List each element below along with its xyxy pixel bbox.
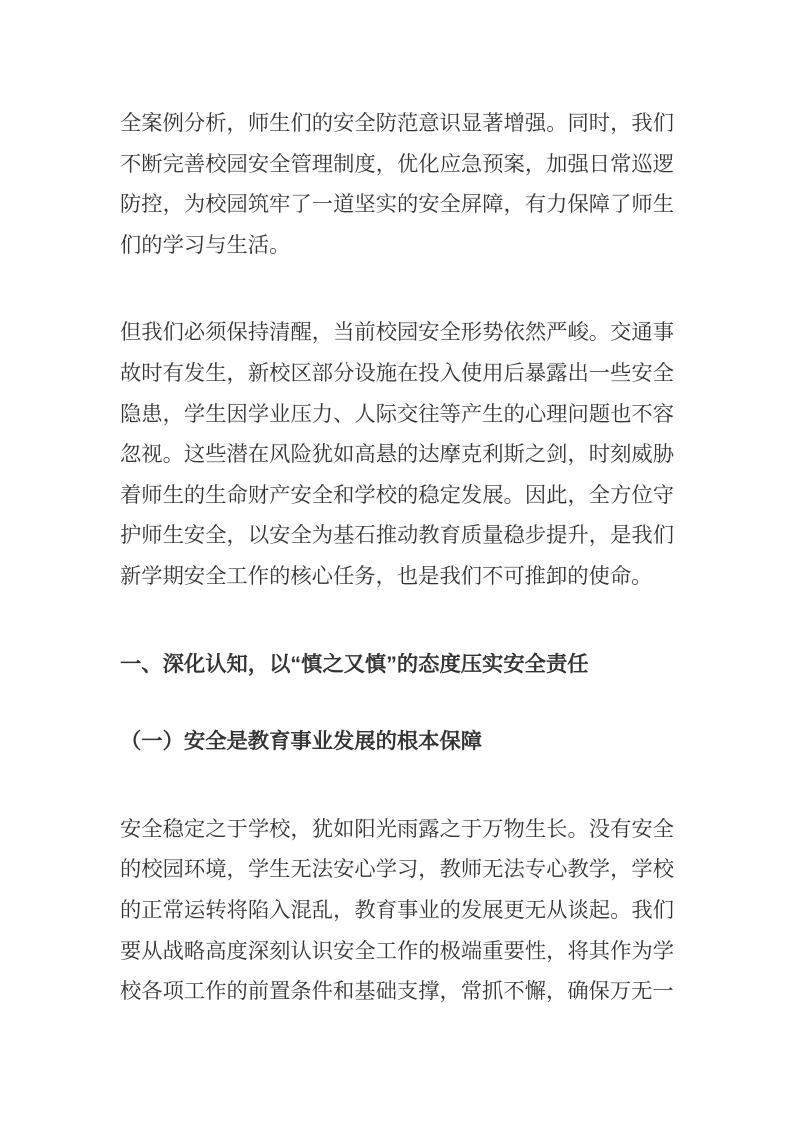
paragraph-safety-awareness: 全案例分析，师生们的安全防范意识显著增强。同时，我们不断完善校园安全管理制度，优化应急预案，加强日常巡逻防控，为校园筑牢了一道坚实的安全屏障，有力保障了师生们的学习与生活。 <box>120 111 674 257</box>
paragraph-current-risks: 但我们必须保持清醒，当前校园安全形势依然严峻。交通事故时有发生，新校区部分设施在投入使用后暴露出一些安全隐患，学生因学业压力、人际交往等产生的心理问题也不容忽视。这些潜在风险犹如高悬的达摩克利斯之剑，时刻威胁着师生的生命财产安全和学校的稳定发展。因此，全方位守护师生安全，以安全为基石推动教育质量稳步提升，是我们新学期安全工作的核心任务，也是我们不可推卸的使命。 <box>120 320 674 588</box>
paragraph-safety-importance: 安全稳定之于学校，犹如阳光雨露之于万物生长。没有安全的校园环境，学生无法安心学习，教师无法专心教学，学校的正常运转将陷入混乱，教育事业的发展更无从谈起。我们要从战略高度深刻认识安全工作的极端重要性，将其作为学校各项工作的前置条件和基础支撑，常抓不懈，确保万无一 <box>120 816 674 1004</box>
document-content <box>120 103 674 1059</box>
section-heading-deepen-awareness: 一、深化认知，以“慎之又慎”的态度压实安全责任 <box>120 651 589 676</box>
subsection-heading-safety-foundation: （一）安全是教育事业发展的根本保障 <box>120 729 483 754</box>
